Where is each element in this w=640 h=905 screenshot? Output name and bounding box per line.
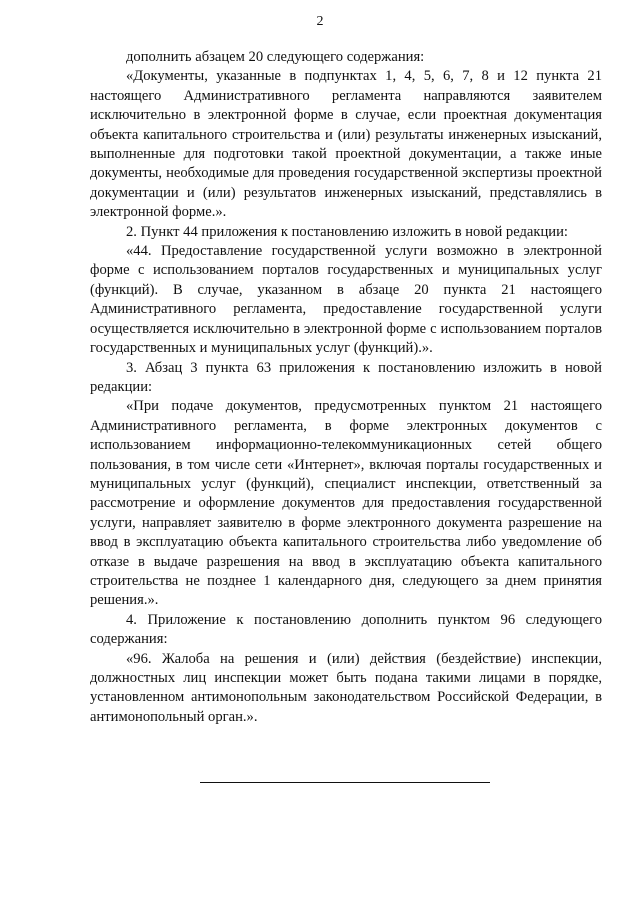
paragraph-quote-documents: «Документы, указанные в подпунктах 1, 4, 5, 6, 7, 8 и 12 пункта 21 настоящего Административного регламента направляются заявителем исключительно в электронной форме в случае, если проектная документация объекта капитального строительства и (или) результаты инженерных изысканий, выполненные для подготовки такой проектной документации, а также иные документы, необходимые для проведения государственной экспертизы проектной документации и (или) результатов инженерных изысканий, представлялись в электронной форме.». xyxy=(90,68,602,221)
paragraph-quote-submission: «При подаче документов, предусмотренных пунктом 21 настоящего Административного регламента, в форме электронных документов с использованием информационно-телекоммуникационных сетей общего пользования, в том числе сети «Интернет», включая порталы государственных и муниципальных услуг (функций), специалист инспекции, ответственный за рассмотрение и оформление документов для предоставления государственной услуги, направляет заявителю в форме электронного документа разрешение на ввод в эксплуатацию объекта капитального строительства либо уведомление об отказе в выдаче разрешения на ввод в эксплуатацию объекта капитального строительства не позднее 1 календарного дня, следующего за днем принятия решения.». xyxy=(90,398,602,609)
paragraph-item-3: 3. Абзац 3 пункта 63 приложения к постановлению изложить в новой редакции: xyxy=(90,359,602,395)
paragraph-item-4: 4. Приложение к постановлению дополнить пунктом 96 следующего содержания: xyxy=(90,611,602,648)
document-body xyxy=(90,48,602,727)
paragraph-intro: дополнить абзацем 20 следующего содержания: xyxy=(126,49,425,65)
paragraph-item-2: 2. Пункт 44 приложения к постановлению изложить в новой редакции: xyxy=(126,223,568,240)
paragraph-quote-44: «44. Предоставление государственной услуги возможно в электронной форме с использованием порталов государственных и муниципальных услуг (функций). В случае, указанном в абзаце 20 пункта 21 настоящего Административного регламента, предоставление государственной услуги осуществляется исключительно в электронной форме с использованием порталов государственных и муниципальных услуг (функций).». xyxy=(90,243,602,357)
page-number: 2 xyxy=(316,14,324,29)
end-divider-line xyxy=(200,782,490,783)
paragraph-quote-96: «96. Жалоба на решения и (или) действия (бездействие) инспекции, должностных лиц инспекции может быть подана такими лицами в порядке, установленном антимонопольным законодательством Российской Федерации, в антимонопольный орган.». xyxy=(90,650,602,725)
